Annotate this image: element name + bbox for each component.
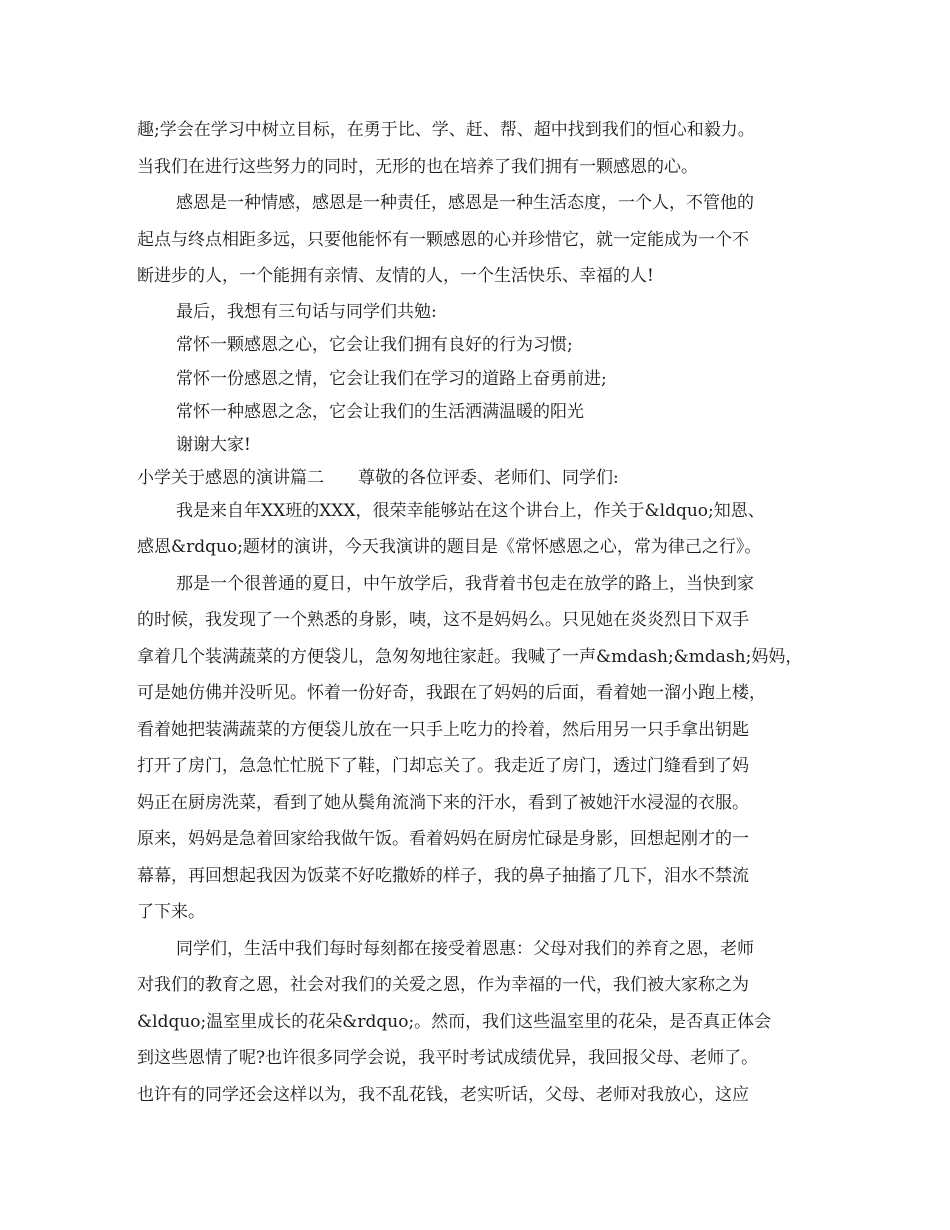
text-line: 了下来。 — [137, 902, 205, 922]
text-line: 常怀一种感恩之念，它会让我们的生活洒满温暖的阳光 — [176, 402, 584, 422]
text-line: 可是她仿佛并没听见。怀着一份好奇，我跟在了妈妈的后面，看着她一溜小跑上楼， — [137, 683, 766, 703]
text-line: 常怀一份感恩之情，它会让我们在学习的道路上奋勇前进; — [176, 369, 607, 389]
text-line: 原来，妈妈是急着回家给我做午饭。看着妈妈在厨房忙碌是身影，回想起刚才的一 — [137, 829, 749, 849]
text-line: 打开了房门，急急忙忙脱下了鞋，门却忘关了。我走近了房门，透过门缝看到了妈 — [137, 756, 749, 776]
text-line: 也许有的同学还会这样以为，我不乱花钱，老实听话，父母、老师对我放心，这应 — [137, 1085, 749, 1105]
text-line: 感恩&rdquo;题材的演讲，今天我演讲的题目是《常怀感恩之心，常为律己之行》。 — [137, 537, 762, 557]
text-line: 最后，我想有三句话与同学们共勉: — [176, 302, 437, 322]
text-line: 对我们的教育之恩，社会对我们的关爱之恩，作为幸福的一代，我们被大家称之为 — [137, 975, 749, 995]
text-line: 的时候，我发现了一个熟悉的身影，咦，这不是妈妈么。只见她在炎炎烈日下双手 — [137, 610, 749, 630]
text-line: 谢谢大家! — [176, 435, 251, 455]
text-line: 感恩是一种情感，感恩是一种责任，感恩是一种生活态度，一个人，不管他的 — [176, 193, 754, 213]
text-line: &ldquo;温室里成长的花朵&rdquo;。然而，我们这些温室里的花朵，是否真正体会 — [137, 1012, 772, 1032]
text-line: 小学关于感恩的演讲篇二 尊敬的各位评委、老师们、同学们: — [137, 468, 619, 488]
text-line: 幕幕，再回想起我因为饭菜不好吃撒娇的样子，我的鼻子抽搐了几下，泪水不禁流 — [137, 866, 749, 886]
text-line: 同学们，生活中我们每时每刻都在接受着恩惠：父母对我们的养育之恩，老师 — [176, 939, 754, 959]
text-line: 拿着几个装满蔬菜的方便袋儿，急匆匆地往家赶。我喊了一声&mdash;&mdash;妈妈， — [137, 647, 803, 667]
text-line: 起点与终点相距多远，只要他能怀有一颗感恩的心并珍惜它，就一定能成为一个不 — [137, 230, 749, 250]
text-line: 趣;学会在学习中树立目标，在勇于比、学、赶、帮、超中找到我们的恒心和毅力。 — [137, 120, 755, 140]
text-line: 当我们在进行这些努力的同时，无形的也在培养了我们拥有一颗感恩的心。 — [137, 157, 698, 177]
text-line: 到这些恩情了呢?也许很多同学会说，我平时考试成绩优异，我回报父母、老师了。 — [137, 1048, 759, 1068]
text-line: 断进步的人，一个能拥有亲情、友情的人，一个生活快乐、幸福的人! — [137, 266, 654, 286]
text-line: 看着她把装满蔬菜的方便袋儿放在一只手上吃力的拎着，然后用另一只手拿出钥匙 — [137, 720, 749, 740]
text-line: 常怀一颗感恩之心，它会让我们拥有良好的行为习惯; — [176, 335, 573, 355]
text-line: 妈正在厨房洗菜，看到了她从鬓角流淌下来的汗水，看到了被她汗水浸湿的衣服。 — [137, 793, 749, 813]
text-line: 那是一个很普通的夏日，中午放学后，我背着书包走在放学的路上，当快到家 — [176, 574, 754, 594]
text-line: 我是来自年XX班的XXX，很荣幸能够站在这个讲台上，作关于&ldquo;知恩、 — [176, 501, 765, 521]
